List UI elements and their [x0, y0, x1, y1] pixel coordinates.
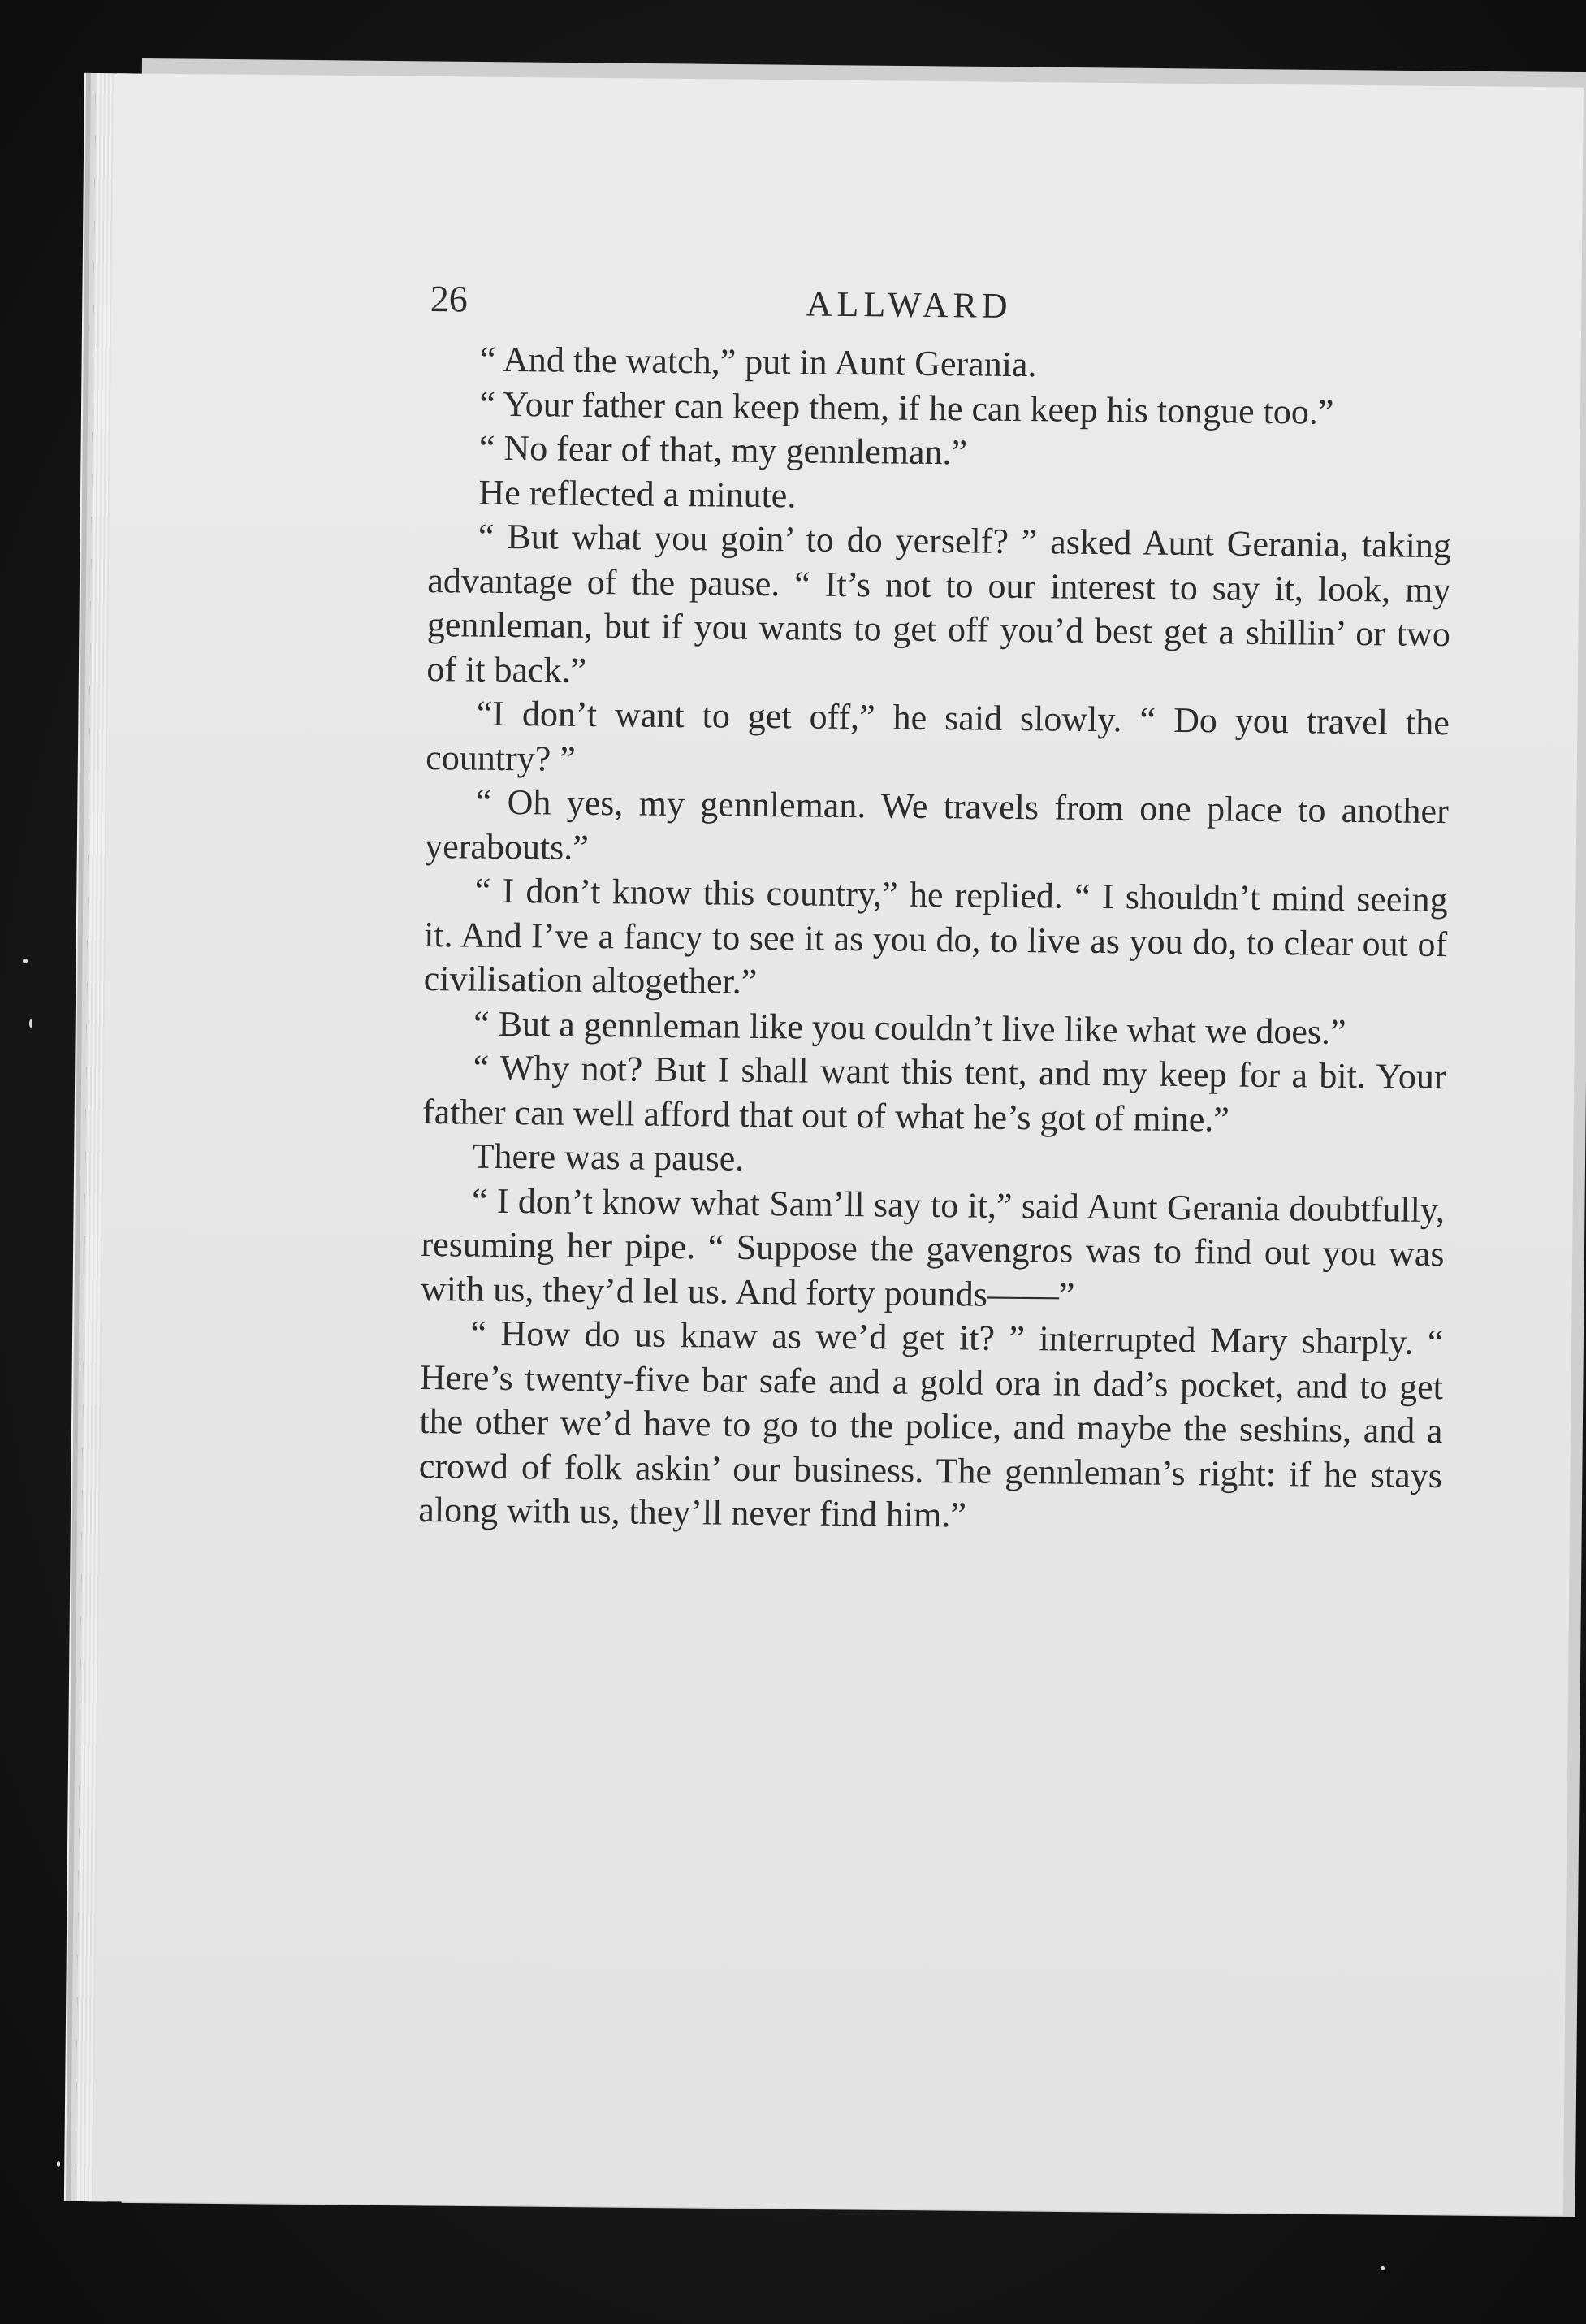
paragraph: “ But what you goin’ to do yerself? ” asked Aunt Gerania, taking advantage of the pause. “ It’s not to our interest to say it, look, my gennleman, but if you wants to get off you’d best get a shillin’ or two of it back.”: [426, 516, 1452, 690]
paragraph: “ No fear of that, my gennleman.”: [478, 427, 968, 473]
paragraph: “ I don’t know what Sam’ll say to it,” said Aunt Gerania doubtfully, resuming her pipe. “ Suppose the gavengros was to find out you was with us, they’d lel us. And forty pounds——”: [420, 1180, 1446, 1315]
dust-speck: [29, 1019, 32, 1028]
paragraph: “ Why not? But I shall want this tent, and my keep for a bit. Your father can well afford that out of what he’s got of mine.”: [421, 1047, 1446, 1140]
page-number: 26: [430, 278, 468, 320]
page-text: [329, 276, 1454, 1543]
paragraph: There was a pause.: [472, 1136, 745, 1179]
paragraph: “ And the watch,” put in Aunt Gerania.: [479, 339, 1037, 385]
paragraph: “ Oh yes, my gennleman. We travels from one place to another yerabouts.”: [425, 781, 1449, 868]
dust-speck: [23, 959, 28, 963]
paragraph: “ I don’t know this country,” he replied. “ I shouldn’t mind seeing it. And I’ve a fancy to see it as you do, to live as you do, to clear out of civilisation altogether.”: [423, 870, 1448, 1002]
paragraph: “I don’t want to get off,” he said slowly. “ Do you travel the country? ”: [426, 693, 1450, 779]
dust-speck: [1381, 2266, 1385, 2270]
page-header: [340, 276, 1454, 344]
paragraph: “ But a gennleman like you couldn’t live like what we does.”: [473, 1003, 1346, 1052]
dust-speck: [57, 2161, 60, 2167]
paragraph: “ How do us knaw as we’d get it? ” interrupted Mary sharply. “ Here’s twenty-five bar safe and a gold ora in dad’s pocket, and to get the other we’d have to go to the police, and maybe the seshins, and a crowd of folk askin’ our business. The gennleman’s right: if he stays along with us, they’ll never find him.”: [418, 1313, 1444, 1535]
running-title: ALLWARD: [806, 283, 1013, 326]
paragraph: “ Your father can keep them, if he can keep his tongue too.”: [479, 383, 1334, 432]
paragraph: He reflected a minute.: [478, 472, 797, 515]
